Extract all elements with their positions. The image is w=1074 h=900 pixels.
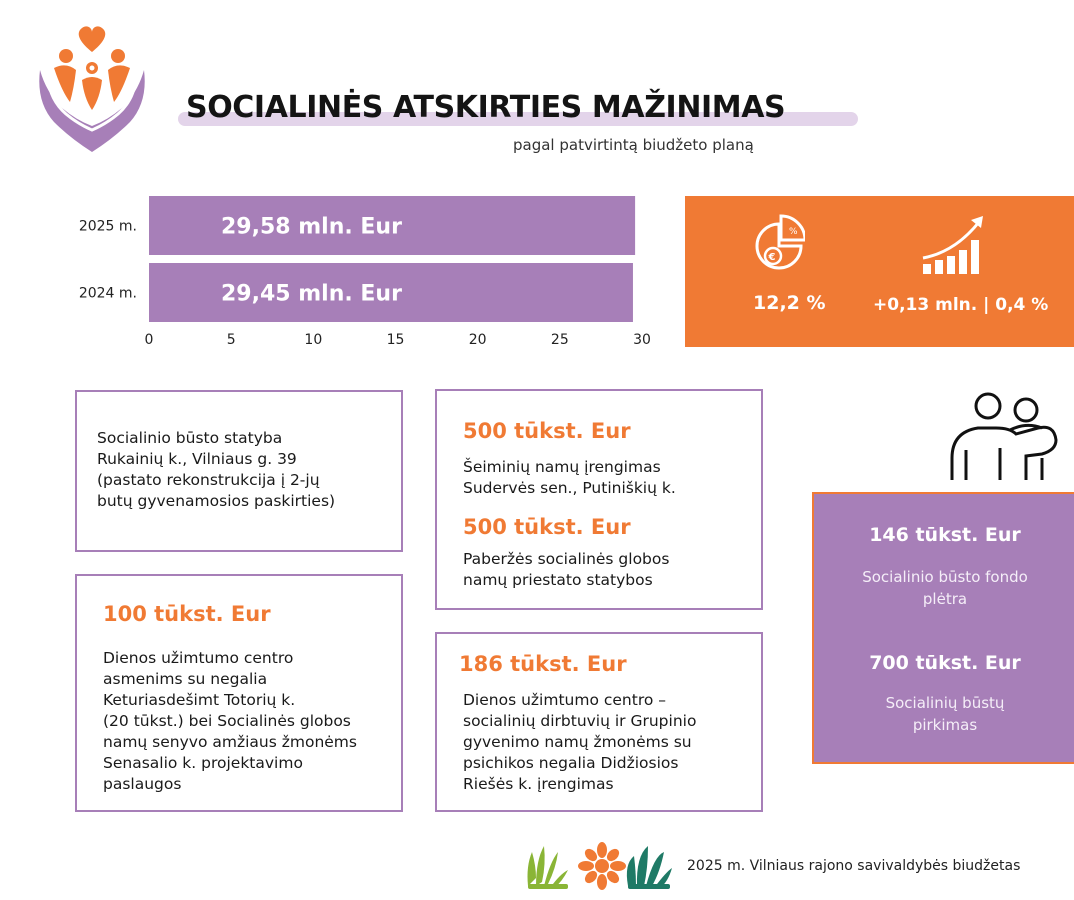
pie-chart-euro-icon <box>753 212 805 272</box>
side-panel <box>812 492 1074 764</box>
x-tick-label: 5 <box>226 332 236 348</box>
card-family-homes-amount-2: 500 tūkst. Eur <box>463 515 631 539</box>
side-panel-amount-1: 146 tūkst. Eur <box>869 524 1021 546</box>
card-day-center-description: Dienos užimtumo centro asmenims su negalia Keturiasdešimt Totorių k. (20 tūkst.) bei Socialinės globos namų senyvo amžiaus žmonėms Senasalio k. projektavimo paslaugos <box>103 649 357 793</box>
growth-bars-arrow-icon <box>921 214 989 276</box>
x-tick-label: 20 <box>468 332 487 348</box>
bar-data-label: 29,45 mln. Eur <box>221 281 402 307</box>
card-workshops <box>435 632 763 812</box>
budget-share-value: 12,2 % <box>753 292 826 314</box>
x-tick-label: 10 <box>304 332 323 348</box>
card-family-homes <box>435 389 763 610</box>
family-hands-logo-icon <box>30 22 155 157</box>
side-panel-description-2: Socialinių būstų pirkimas <box>885 694 1005 734</box>
card-family-homes-description-2: Paberžės socialinės globos namų priestato statybos <box>463 550 670 589</box>
page-title: SOCIALINĖS ATSKIRTIES MAŽINIMAS <box>186 90 786 125</box>
x-tick-label: 25 <box>550 332 569 348</box>
x-tick-label: 30 <box>633 332 651 348</box>
svg-text:€: € <box>768 252 776 263</box>
card-social-housing-description: Socialinio būsto statyba Rukainių k., Vilniaus g. 39 (pastato rekonstrukcija į 2-jų butų gyvenamosios paskirties) <box>97 429 336 510</box>
category-label: 2024 m. <box>78 285 137 302</box>
budget-bar-chart <box>60 188 670 358</box>
side-panel-description-1: Socialinio būsto fondo plėtra <box>862 568 1028 608</box>
stats-panel <box>685 196 1074 347</box>
card-workshops-description: Dienos užimtumo centro – socialinių dirbtuvių ir Grupinio gyvenimo namų žmonėms su psichikos negalia Didžiosios Riešės k. įrengimas <box>463 691 697 793</box>
footer-caption: 2025 m. Vilniaus rajono savivaldybės biudžetas <box>687 858 1021 874</box>
teal-shell-icon <box>627 846 672 889</box>
people-embrace-icon <box>938 388 1058 484</box>
orange-flower-icon <box>578 842 626 890</box>
card-social-housing <box>75 390 403 552</box>
budget-change-value: +0,13 mln. | 0,4 % <box>873 295 1049 315</box>
budget-bar-chart-svg <box>60 188 670 358</box>
footer-plant-icons <box>524 842 674 890</box>
x-tick-label: 15 <box>386 332 405 348</box>
x-tick-label: 0 <box>144 332 154 348</box>
card-family-homes-description-1: Šeiminių namų įrengimas Sudervės sen., Putiniškių k. <box>463 458 676 497</box>
category-label: 2025 m. <box>78 218 137 235</box>
bar-data-label: 29,58 mln. Eur <box>221 214 402 240</box>
svg-text:%: % <box>789 227 798 237</box>
card-workshops-amount: 186 tūkst. Eur <box>459 652 627 676</box>
card-day-center <box>75 574 403 812</box>
card-family-homes-amount-1: 500 tūkst. Eur <box>463 419 631 443</box>
page-subtitle: pagal patvirtintą biudžeto planą <box>513 136 754 154</box>
side-panel-amount-2: 700 tūkst. Eur <box>869 652 1021 674</box>
green-coral-icon <box>528 846 569 889</box>
card-day-center-amount: 100 tūkst. Eur <box>103 602 271 626</box>
